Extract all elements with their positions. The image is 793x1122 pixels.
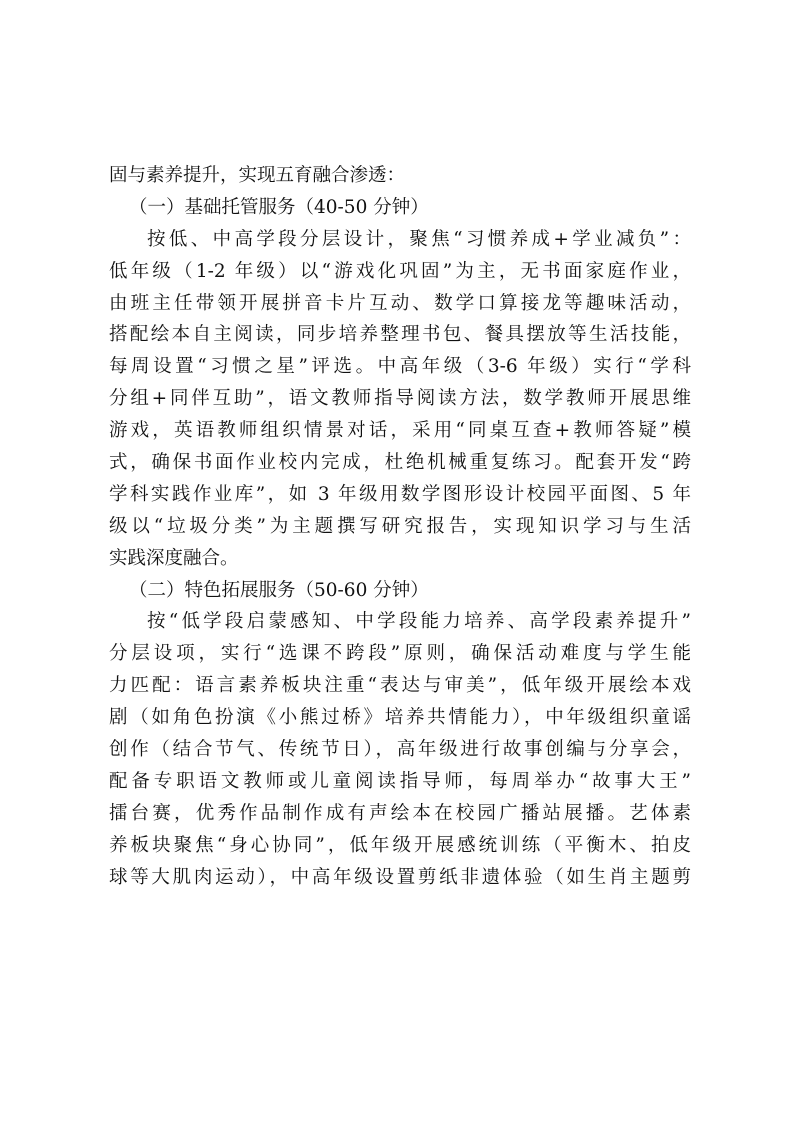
- text-line: 低年级（1-2 年级）以“游戏化巩固”为主，无书面家庭作业，: [109, 260, 691, 282]
- document-page: [109, 160, 691, 893]
- text-line: 式，确保书面作业校内完成，杜绝机械重复练习。配套开发“跨: [109, 452, 691, 474]
- text-line: 实践深度融合。: [109, 547, 239, 569]
- text-line: 级以“垃圾分类”为主题撰写研究报告，实现知识学习与生活: [109, 515, 691, 537]
- text-line: 分层设项，实行“选课不跨段”原则，确保活动难度与学生能: [109, 643, 691, 665]
- text-line: 按低、中高学段分层设计，聚焦“习惯养成+学业减负”：: [147, 228, 691, 250]
- text-line: 分组+同伴互助”，语文教师指导阅读方法，数学教师开展思维: [109, 388, 691, 410]
- section-heading: （二）特色拓展服务（50-60 分钟）: [129, 579, 429, 601]
- text-line: 球等大肌肉运动），中高年级设置剪纸非遗体验（如生肖主题剪: [109, 866, 691, 888]
- text-line: 搭配绘本自主阅读，同步培养整理书包、餐具摆放等生活技能，: [109, 324, 691, 346]
- text-line: 每周设置“习惯之星”评选。中高年级（3-6 年级）实行“学科: [109, 356, 691, 378]
- text-line: 配备专职语文教师或儿童阅读指导师，每周举办“故事大王”: [109, 770, 691, 792]
- text-line: 游戏，英语教师组织情景对话，采用“同桌互查+教师答疑”模: [109, 420, 691, 442]
- text-line: 创作（结合节气、传统节日），高年级进行故事创编与分享会，: [109, 739, 691, 761]
- text-line: 力匹配：语言素养板块注重“表达与审美”，低年级开展绘本戏: [109, 675, 691, 697]
- text-line: 由班主任带领开展拼音卡片互动、数学口算接龙等趣味活动，: [109, 292, 691, 314]
- text-line: 养板块聚焦“身心协同”，低年级开展感统训练（平衡木、拍皮: [109, 834, 691, 856]
- text-line: 剧（如角色扮演《小熊过桥》培养共情能力），中年级组织童谣: [109, 707, 691, 729]
- text-line: 按“低学段启蒙感知、中学段能力培养、高学段素养提升”: [147, 611, 691, 633]
- text-line: 学科实践作业库”，如 3 年级用数学图形设计校园平面图、5 年: [109, 483, 691, 505]
- section-heading: （一）基础托管服务（40-50 分钟）: [129, 196, 429, 218]
- text-line: 擂台赛，优秀作品制作成有声绘本在校园广播站展播。艺体素: [109, 802, 691, 824]
- text-line: 固与素养提升，实现五育融合渗透：: [109, 165, 406, 186]
